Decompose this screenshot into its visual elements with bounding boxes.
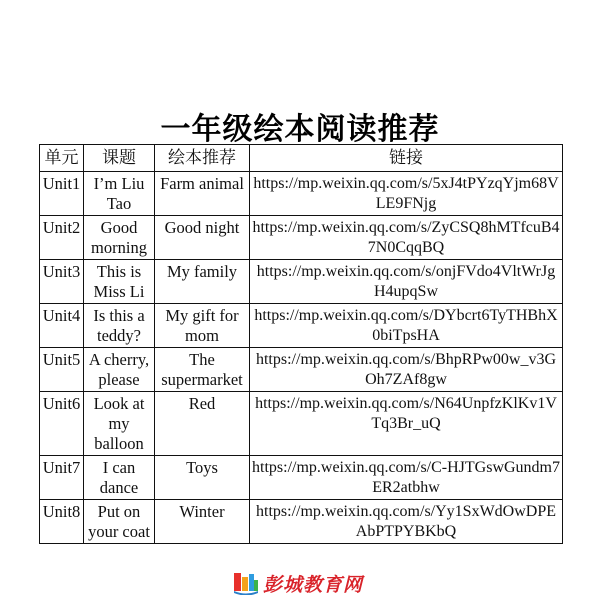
- cell-link[interactable]: https://mp.weixin.qq.com/s/onjFVdo4VltWrJgH4upqSw: [250, 260, 563, 304]
- cell-lesson: I can dance: [84, 456, 155, 500]
- cell-lesson: Put on your coat: [84, 500, 155, 544]
- cell-book: Good night: [155, 216, 250, 260]
- cell-unit: Unit3: [40, 260, 84, 304]
- cell-lesson: Good morning: [84, 216, 155, 260]
- cell-book: Toys: [155, 456, 250, 500]
- table-row: [40, 216, 563, 260]
- table-row: [40, 348, 563, 392]
- header-unit: 单元: [40, 145, 84, 172]
- cell-unit: Unit5: [40, 348, 84, 392]
- table-header-row: [40, 145, 563, 172]
- cell-book: My gift for mom: [155, 304, 250, 348]
- cell-link[interactable]: https://mp.weixin.qq.com/s/C-HJTGswGundm7ER2atbhw: [250, 456, 563, 500]
- watermark-logo: [233, 570, 363, 596]
- watermark-text: 彭城教育网: [263, 573, 364, 596]
- cell-unit: Unit7: [40, 456, 84, 500]
- cell-link[interactable]: https://mp.weixin.qq.com/s/DYbcrt6TyTHBhX0biTpsHA: [250, 304, 563, 348]
- table-row: [40, 456, 563, 500]
- header-link: 链接: [250, 145, 563, 172]
- header-book: 绘本推荐: [155, 145, 250, 172]
- cell-link[interactable]: https://mp.weixin.qq.com/s/Yy1SxWdOwDPEAbPTPYBKbQ: [250, 500, 563, 544]
- cell-lesson: Is this a teddy?: [84, 304, 155, 348]
- cell-lesson: I’m Liu Tao: [84, 172, 155, 216]
- cell-book: Farm animal: [155, 172, 250, 216]
- page-title: 一年级绘本阅读推荐: [160, 112, 440, 147]
- table-row: [40, 304, 563, 348]
- table-row: [40, 172, 563, 216]
- cell-link[interactable]: https://mp.weixin.qq.com/s/BhpRPw00w_v3GOh7ZAf8gw: [250, 348, 563, 392]
- cell-lesson: Look at my balloon: [84, 392, 155, 456]
- table-row: [40, 260, 563, 304]
- cell-book: My family: [155, 260, 250, 304]
- cell-unit: Unit6: [40, 392, 84, 456]
- book-logo-icon: [233, 571, 259, 595]
- table-row: [40, 392, 563, 456]
- cell-link[interactable]: https://mp.weixin.qq.com/s/ZyCSQ8hMTfcuB47N0CqqBQ: [250, 216, 563, 260]
- cell-lesson: A cherry, please: [84, 348, 155, 392]
- cell-book: Winter: [155, 500, 250, 544]
- cell-book: The supermarket: [155, 348, 250, 392]
- table-row: [40, 500, 563, 544]
- cell-lesson: This is Miss Li: [84, 260, 155, 304]
- cell-book: Red: [155, 392, 250, 456]
- cell-unit: Unit4: [40, 304, 84, 348]
- cell-unit: Unit8: [40, 500, 84, 544]
- cell-unit: Unit2: [40, 216, 84, 260]
- cell-link[interactable]: https://mp.weixin.qq.com/s/5xJ4tPYzqYjm68VLE9FNjg: [250, 172, 563, 216]
- book-recommendation-table: [39, 144, 563, 544]
- cell-unit: Unit1: [40, 172, 84, 216]
- header-lesson: 课题: [84, 145, 155, 172]
- cell-link[interactable]: https://mp.weixin.qq.com/s/N64UnpfzKlKv1VTq3Br_uQ: [250, 392, 563, 456]
